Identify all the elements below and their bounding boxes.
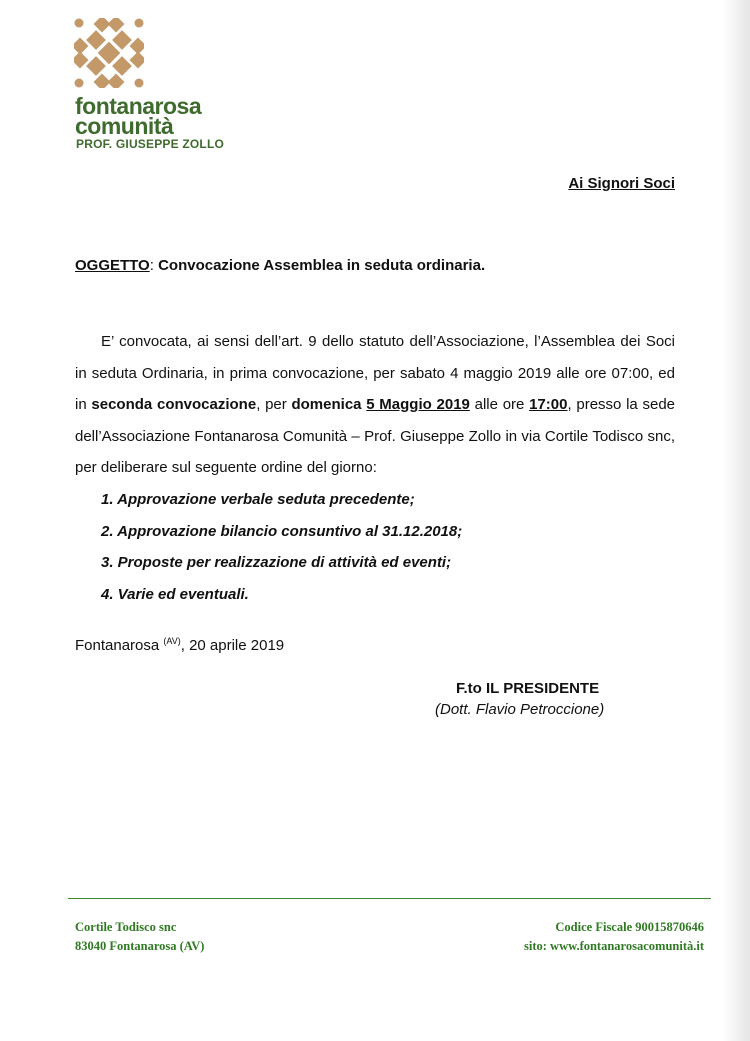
body-paragraph [75,326,675,484]
subject-text: Convocazione Assemblea in seduta ordinaria. [153,257,486,274]
agenda-item: 1. Approvazione verbale seduta precedente; [101,491,415,508]
footer-address [75,918,204,956]
agenda-item: 3. Proposte per realizzazione di attività ed eventi; [101,554,452,571]
body-text-2: , per [256,396,292,413]
footer-address-line1: Cortile Todisco snc [75,920,177,934]
signature-title: F.to IL PRESIDENTE [456,680,600,697]
footer-website: sito: www.fontanarosacomunità.it [524,939,704,953]
body-text-5: , presso la sede dell’Associazione Fontanarosa Comunità – Prof. Giuseppe Zollo in via Cortile Todisco snc, per deliberare sul seguente ordine del giorno: [75,396,676,476]
subject-line [75,257,485,274]
body-bold-time: 17:00 [529,396,568,413]
agenda-item: 2. Approvazione bilancio consuntivo al 31.12.2018; [101,522,463,540]
body-bold-day: domenica [291,396,362,413]
association-logo [74,18,144,88]
place-date [75,636,284,654]
footer-contacts [524,918,704,956]
footer-address-line2: 83040 Fontanarosa (AV) [75,939,205,953]
page-edge-shadow [722,0,750,1041]
date: , 20 aprile 2019 [180,637,285,654]
body-text-1: E’ convocata, ai sensi dell’art. 9 dello statuto dell’Associazione, l’Assemblea dei Soci in seduta Ordinaria, in prima convocazione, per sabato 4 maggio 2019 alle ore 07:00, ed in [75,333,675,413]
recipient: Ai Signori Soci [568,175,675,192]
footer-divider [68,898,711,899]
agenda-list [101,484,462,610]
brand-name-line1: fontanarosa [75,93,202,119]
place: Fontanarosa [75,637,164,654]
footer-tax-code: Codice Fiscale 90015870646 [555,920,704,934]
body-text-4: alle ore [469,396,530,413]
agenda-item: 4. Varie ed eventuali. [101,585,249,603]
subject-label: OGGETTO [75,257,150,274]
brand-name-line2: comunità [75,113,174,139]
province: (AV) [163,636,181,646]
subject-colon: : [149,257,154,274]
body-bold-date: 5 Maggio 2019 [366,396,470,413]
body-bold-second-call: seconda convocazione [91,396,257,413]
brand-subtitle: PROF. GIUSEPPE ZOLLO [76,137,225,151]
signature-name: (Dott. Flavio Petroccione) [435,701,605,718]
